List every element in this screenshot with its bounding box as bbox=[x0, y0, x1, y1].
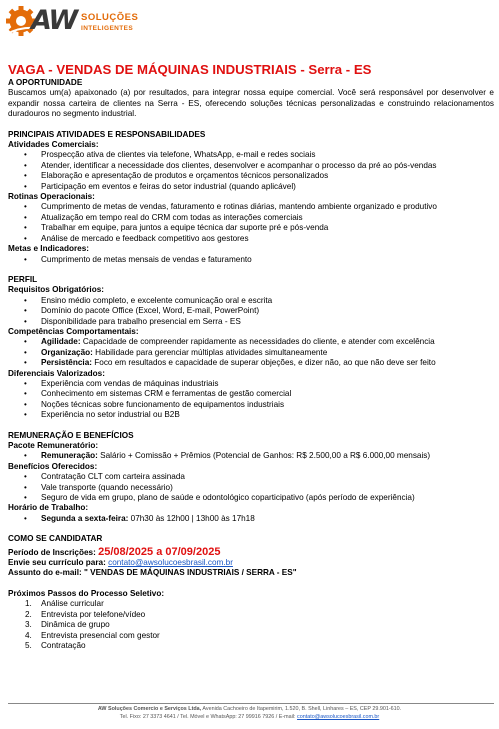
step-text: Entrevista por telefone/vídeo bbox=[41, 609, 146, 619]
logo-line-1: SOLUÇÕES bbox=[81, 12, 139, 23]
list-item: • Prospecção ativa de clientes via telefone, WhatsApp, e-mail e redes sociais bbox=[8, 150, 494, 160]
list-item: • Conhecimento em sistemas CRM e ferramentas de gestão comercial bbox=[8, 389, 494, 399]
package-title: Pacote Remuneratório: bbox=[8, 441, 99, 450]
behavioral-list bbox=[8, 337, 494, 368]
send-label: Envie seu currículo para: bbox=[8, 558, 109, 568]
list-item bbox=[8, 451, 494, 461]
step-number: 4. bbox=[25, 630, 32, 640]
list-item bbox=[8, 641, 494, 651]
package-list bbox=[8, 451, 494, 461]
activities-group-title: Rotinas Operacionais: bbox=[8, 192, 95, 202]
list-item: • Seguro de vida em grupo, plano de saúde e odontológico coparticipativo (após período de experiência) bbox=[8, 493, 494, 503]
hours-title: Horário de Trabalho: bbox=[8, 503, 89, 513]
footer-divider bbox=[8, 703, 494, 704]
footer-address-line bbox=[0, 706, 499, 714]
footer-phones: Tel. Fixo: 27 3373 4641 / Tel. Móvel e WhatsApp: 27 99916 7926 / E-mail: bbox=[119, 713, 298, 720]
activities-heading: PRINCIPAIS ATIVIDADES E RESPONSABILIDADES bbox=[8, 129, 206, 139]
list-item: • Domínio do pacote Office (Excel, Word, E-mail, PowerPoint) bbox=[8, 306, 494, 316]
list-item: • Trabalhar em equipe, para juntos a equipe técnica dar suporte pré e pós-venda bbox=[8, 223, 494, 233]
list-item bbox=[8, 620, 494, 630]
subject-line bbox=[8, 568, 494, 578]
footer-company: AW Soluções Comercio e Serviços Ltda, bbox=[97, 706, 202, 712]
subject-value: " VENDAS DE MÁQUINAS INDUSTRIAIS / SERRA - ES" bbox=[83, 568, 297, 578]
list-item: • Experiência com vendas de máquinas industriais bbox=[8, 379, 494, 389]
list-item: • Participação em eventos e feiras do setor industrial (quando aplicável) bbox=[8, 182, 494, 192]
page-footer bbox=[0, 706, 499, 721]
footer-email-link[interactable]: contato@awsolucoesbrasil.com.br bbox=[297, 713, 380, 720]
list-item: • Noções técnicas sobre funcionamento de equipamentos industriais bbox=[8, 400, 494, 410]
activities-group-title: Atividades Comerciais: bbox=[8, 140, 99, 150]
goals-list bbox=[8, 255, 494, 265]
item-text: Capacidade de compreender rapidamente as necessidades do cliente, e atender com excelência bbox=[80, 337, 435, 347]
step-number: 5. bbox=[25, 640, 32, 650]
list-item: • Cumprimento de metas de vendas, faturamento e rotinas diárias, mantendo ambiente organizado e produtivo bbox=[8, 202, 494, 212]
item-text: 07h30 às 12h00 | 13h00 às 17h18 bbox=[128, 513, 255, 523]
required-title: Requisitos Obrigatórios: bbox=[8, 285, 104, 295]
step-number: 1. bbox=[25, 599, 32, 609]
differentials-title: Diferenciais Valorizados: bbox=[8, 368, 105, 378]
benefits-title: Benefícios Oferecidos: bbox=[8, 461, 98, 471]
list-item bbox=[8, 348, 494, 358]
period-line bbox=[8, 547, 494, 558]
steps-title: Próximos Passos do Processo Seletivo: bbox=[8, 588, 165, 598]
footer-address: Avenida Cachoeiro de Itapemirim, 1.520, B. Shell, Linhares – ES, CEP 29.901-610. bbox=[201, 706, 402, 712]
behavioral-title: Competências Comportamentais: bbox=[8, 326, 139, 336]
opportunity-text: Buscamos um(a) apaixonado (a) por resultados, para integrar nossa equipe comercial. Você será responsável por desenvolver e expandir nossa carteira de clientes na Serra - ES, oferecendo soluções técnicas personalizadas e construindo relacionamentos duradouros no segmento industrial. bbox=[8, 88, 494, 119]
item-label: Agilidade: bbox=[41, 337, 81, 347]
hours-list bbox=[8, 514, 494, 524]
list-item: • Disponibilidade para trabalho presencial em Serra - ES bbox=[8, 317, 494, 327]
commercial-activities-list bbox=[8, 150, 494, 192]
item-label: Segunda a sexta-feira: bbox=[41, 513, 129, 523]
compensation-heading: REMUNERAÇÃO E BENEFÍCIOS bbox=[8, 430, 134, 440]
list-item: • Vale transporte (quando necessário) bbox=[8, 483, 494, 493]
item-text: Foco em resultados e capacidade de superar objeções, e dizer não, ao que não deve ser feito bbox=[91, 358, 436, 368]
step-number: 3. bbox=[25, 620, 32, 630]
profile-heading: PERFIL bbox=[8, 274, 38, 284]
email-link[interactable]: contato@awsolucoesbrasil.com.br bbox=[108, 558, 233, 568]
list-item bbox=[8, 358, 494, 368]
required-list bbox=[8, 296, 494, 327]
operational-routines-list bbox=[8, 202, 494, 244]
list-item bbox=[8, 599, 494, 609]
logo-mark: AW bbox=[31, 5, 77, 36]
page-title: VAGA - VENDAS DE MÁQUINAS INDUSTRIAIS - Serra - ES bbox=[8, 62, 372, 77]
apply-heading: COMO SE CANDIDATAR bbox=[8, 534, 103, 544]
benefits-list bbox=[8, 472, 494, 503]
step-text: Entrevista presencial com gestor bbox=[41, 630, 160, 640]
item-label: Persistência: bbox=[41, 358, 92, 368]
period-value: 25/08/2025 a 07/09/2025 bbox=[98, 545, 221, 558]
step-text: Contratação bbox=[41, 640, 86, 650]
differentials-list bbox=[8, 379, 494, 421]
job-posting bbox=[8, 62, 494, 651]
step-number: 2. bbox=[25, 609, 32, 619]
list-item: • Análise de mercado e feedback competitivo aos gestores bbox=[8, 234, 494, 244]
footer-contact-line bbox=[0, 714, 499, 722]
list-item bbox=[8, 610, 494, 620]
item-text: Habilidade para gerenciar múltiplas atividades simultaneamente bbox=[92, 347, 328, 357]
logo-line-2: INTELIGENTES bbox=[81, 25, 134, 32]
list-item: • Atender, identificar a necessidade dos clientes, desenvolver e acompanhar o processo da pré ao pós-vendas bbox=[8, 161, 494, 171]
list-item bbox=[8, 514, 494, 524]
item-label: Remuneração: bbox=[41, 451, 98, 461]
list-item bbox=[8, 337, 494, 347]
step-text: Análise curricular bbox=[41, 599, 104, 609]
item-label: Organização: bbox=[41, 347, 93, 357]
company-logo bbox=[5, 4, 155, 38]
opportunity-heading: A OPORTUNIDADE bbox=[8, 78, 83, 87]
list-item bbox=[8, 631, 494, 641]
list-item: • Atualização em tempo real do CRM com todas as interações comerciais bbox=[8, 213, 494, 223]
period-label: Período de Inscrições: bbox=[8, 547, 99, 557]
list-item: • Ensino médio completo, e excelente comunicação oral e escrita bbox=[8, 296, 494, 306]
list-item: • Contratação CLT com carteira assinada bbox=[8, 472, 494, 482]
step-text: Dinâmica de grupo bbox=[41, 620, 110, 630]
send-line bbox=[8, 558, 494, 568]
list-item: • Cumprimento de metas mensais de vendas e faturamento bbox=[8, 255, 494, 265]
steps-list bbox=[8, 599, 494, 651]
activities-group-title: Metas e Indicadores: bbox=[8, 244, 89, 254]
list-item: • Experiência no setor industrial ou B2B bbox=[8, 410, 494, 420]
subject-label: Assunto do e-mail: bbox=[8, 568, 84, 578]
list-item: • Elaboração e apresentação de produtos e orçamentos técnicos personalizados bbox=[8, 171, 494, 181]
item-text: Salário + Comissão + Prêmios (Potencial de Ganhos: R$ 2.500,00 a R$ 6.000,00 mensais) bbox=[97, 451, 431, 461]
